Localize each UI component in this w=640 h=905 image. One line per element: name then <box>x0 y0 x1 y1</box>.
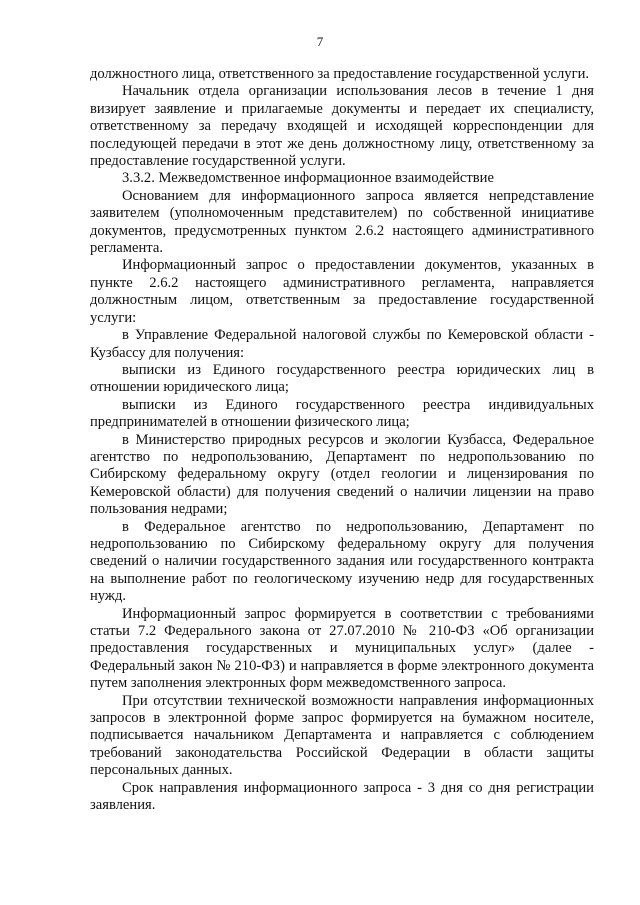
document-body <box>90 66 594 814</box>
list-item-legal-entities-extract: выписки из Единого государственного реестра юридических лиц в отношении юридического лица; <box>90 361 594 396</box>
list-item-federal-agency: в Федеральное агентство по недропользованию, Департамент по недропользованию по Сибирскому федеральному округу для получения сведений о наличии государственного задания или государственного контракта на выполнение работ по геологическому изучению недр для государственных нужд. <box>90 518 594 605</box>
paragraph-request-formation: Информационный запрос формируется в соответствии с требованиями статьи 7.2 Федерального закона от 27.07.2010 № 210-ФЗ «Об организации предоставления государственных и муниципальных услуг» (далее - Федеральный закон № 210-ФЗ) и направляется в форме электронного документа путем заполнения электронных форм межведомственного запроса. <box>90 605 594 692</box>
paragraph-continuation: должностного лица, ответственного за предоставление государственной услуги. <box>90 66 590 82</box>
list-item-entrepreneurs-extract: выписки из Единого государственного реестра индивидуальных предпринимателей в отношении физического лица; <box>90 396 594 431</box>
paragraph-deadline: Срок направления информационного запроса - 3 дня со дня регистрации заявления. <box>90 779 594 814</box>
list-item-tax-service: в Управление Федеральной налоговой службы по Кемеровской области - Кузбассу для получения: <box>90 327 594 361</box>
page-number: 7 <box>316 34 324 49</box>
paragraph-paper-request: При отсутствии технической возможности направления информационных запросов в электронной форме запрос формируется на бумажном носителе, подписывается начальником Департамента и направляется с соблюдением требований законодательства Российской Федерации в области защиты персональных данных. <box>90 692 594 779</box>
paragraph-approval: Начальник отдела организации использования лесов в течение 1 дня визирует заявление и прилагаемые документы и передает их специалисту, ответственному за передачу входящей и исходящей корреспонденции для последующей передачи в этот же день должностному лицу, ответственному за предоставление государственной услуги. <box>90 83 594 170</box>
list-item-natural-resources: в Министерство природных ресурсов и экологии Кузбасса, Федеральное агентство по недропользованию, Департамент по недропользованию по Сибирскому федеральному округу (отдел геологии и лицензирования по Кемеровской области) для получения сведений о наличии лицензии на право пользования недрами; <box>90 431 594 518</box>
paragraph-request-direction: Информационный запрос о предоставлении документов, указанных в пункте 2.6.2 настоящего административного регламента, направляется должностным лицом, ответственным за предоставление государственной услуги: <box>90 257 594 326</box>
section-heading-3-3-2: 3.3.2. Межведомственное информационное взаимодействие <box>122 170 494 187</box>
paragraph-basis: Основанием для информационного запроса является непредставление заявителем (уполномоченным представителем) по собственной инициативе документов, предусмотренных пунктом 2.6.2 настоящего административного регламента. <box>90 187 594 257</box>
